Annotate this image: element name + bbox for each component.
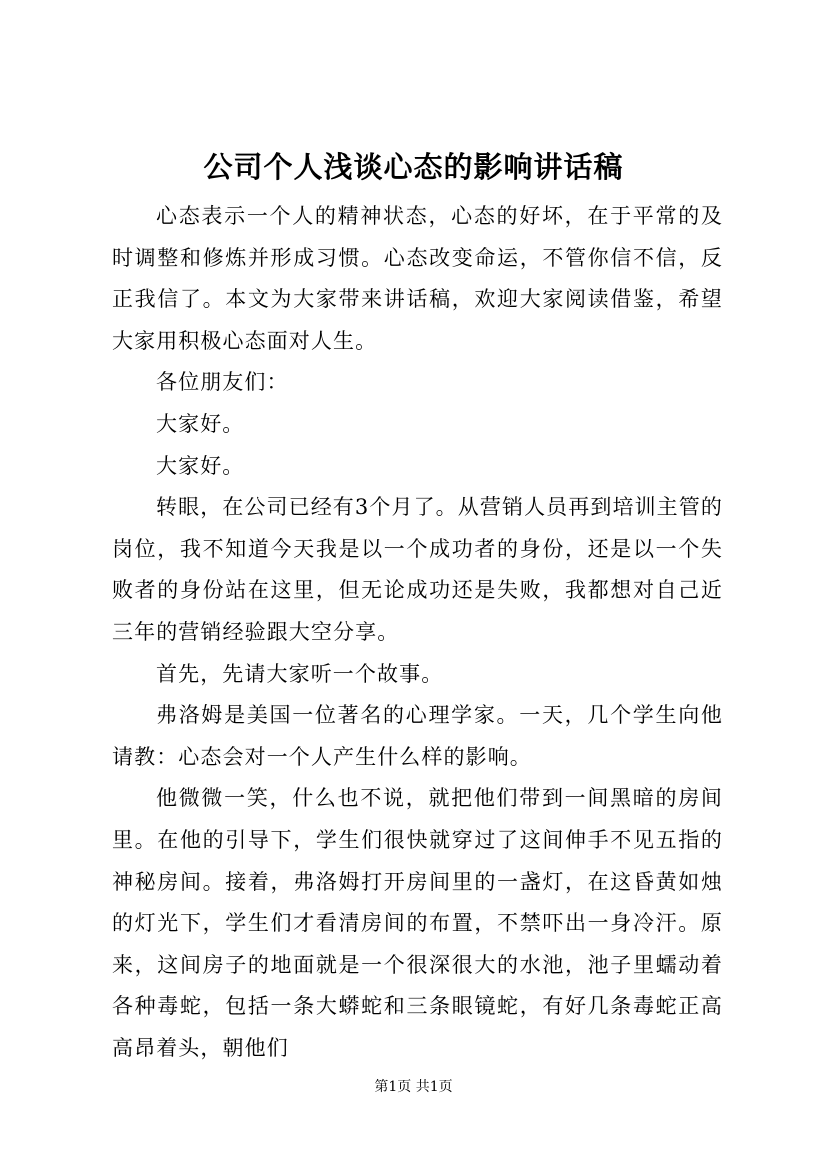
paragraph-intro: 心态表示一个人的精神状态，心态的好坏，在于平常的及时调整和修炼并形成习惯。心态改变命运，不管你信不信，反正我信了。本文为大家带来讲话稿，欢迎大家阅读借鉴，希望大家用积极心态面对人生。: [112, 204, 723, 353]
paragraph-story-intro: 首先，先请大家听一个故事。: [156, 661, 444, 686]
document-title: 公司个人浅谈心态的影响讲话稿: [203, 150, 624, 184]
paragraph-dark-room: 他微微一笑，什么也不说，就把他们带到一间黑暗的房间里。在他的引导下，学生们很快就穿过了这间伸手不见五指的神秘房间。接着，弗洛姆打开房间里的一盏灯，在这昏黄如烛的灯光下，学生们才看清房间的布置，不禁吓出一身冷汗。原来，这间房子的地面就是一个很深很大的水池，池子里蠕动着各种毒蛇，包括一条大蟒蛇和三条眼镜蛇，有好几条毒蛇正高高昂着头，朝他们: [112, 786, 723, 1060]
paragraph-salutation: 各位朋友们：: [156, 370, 289, 395]
paragraph-greeting: 大家好。: [156, 411, 245, 436]
page-footer: 第1页 共1页: [374, 1079, 453, 1095]
document-body: [112, 196, 723, 1069]
paragraph-fromm: 弗洛姆是美国一位著名的心理学家。一天，几个学生向他请教：心态会对一个人产生什么样的影响。: [112, 703, 723, 769]
paragraph-experience: 转眼，在公司已经有3个月了。从营销人员再到培训主管的岗位，我不知道今天我是以一个成功者的身份，还是以一个失败者的身份站在这里，但无论成功还是失败，我都想对自己近三年的营销经验跟大空分享。: [112, 495, 723, 644]
paragraph-greeting-repeat: 大家好。: [156, 453, 245, 478]
